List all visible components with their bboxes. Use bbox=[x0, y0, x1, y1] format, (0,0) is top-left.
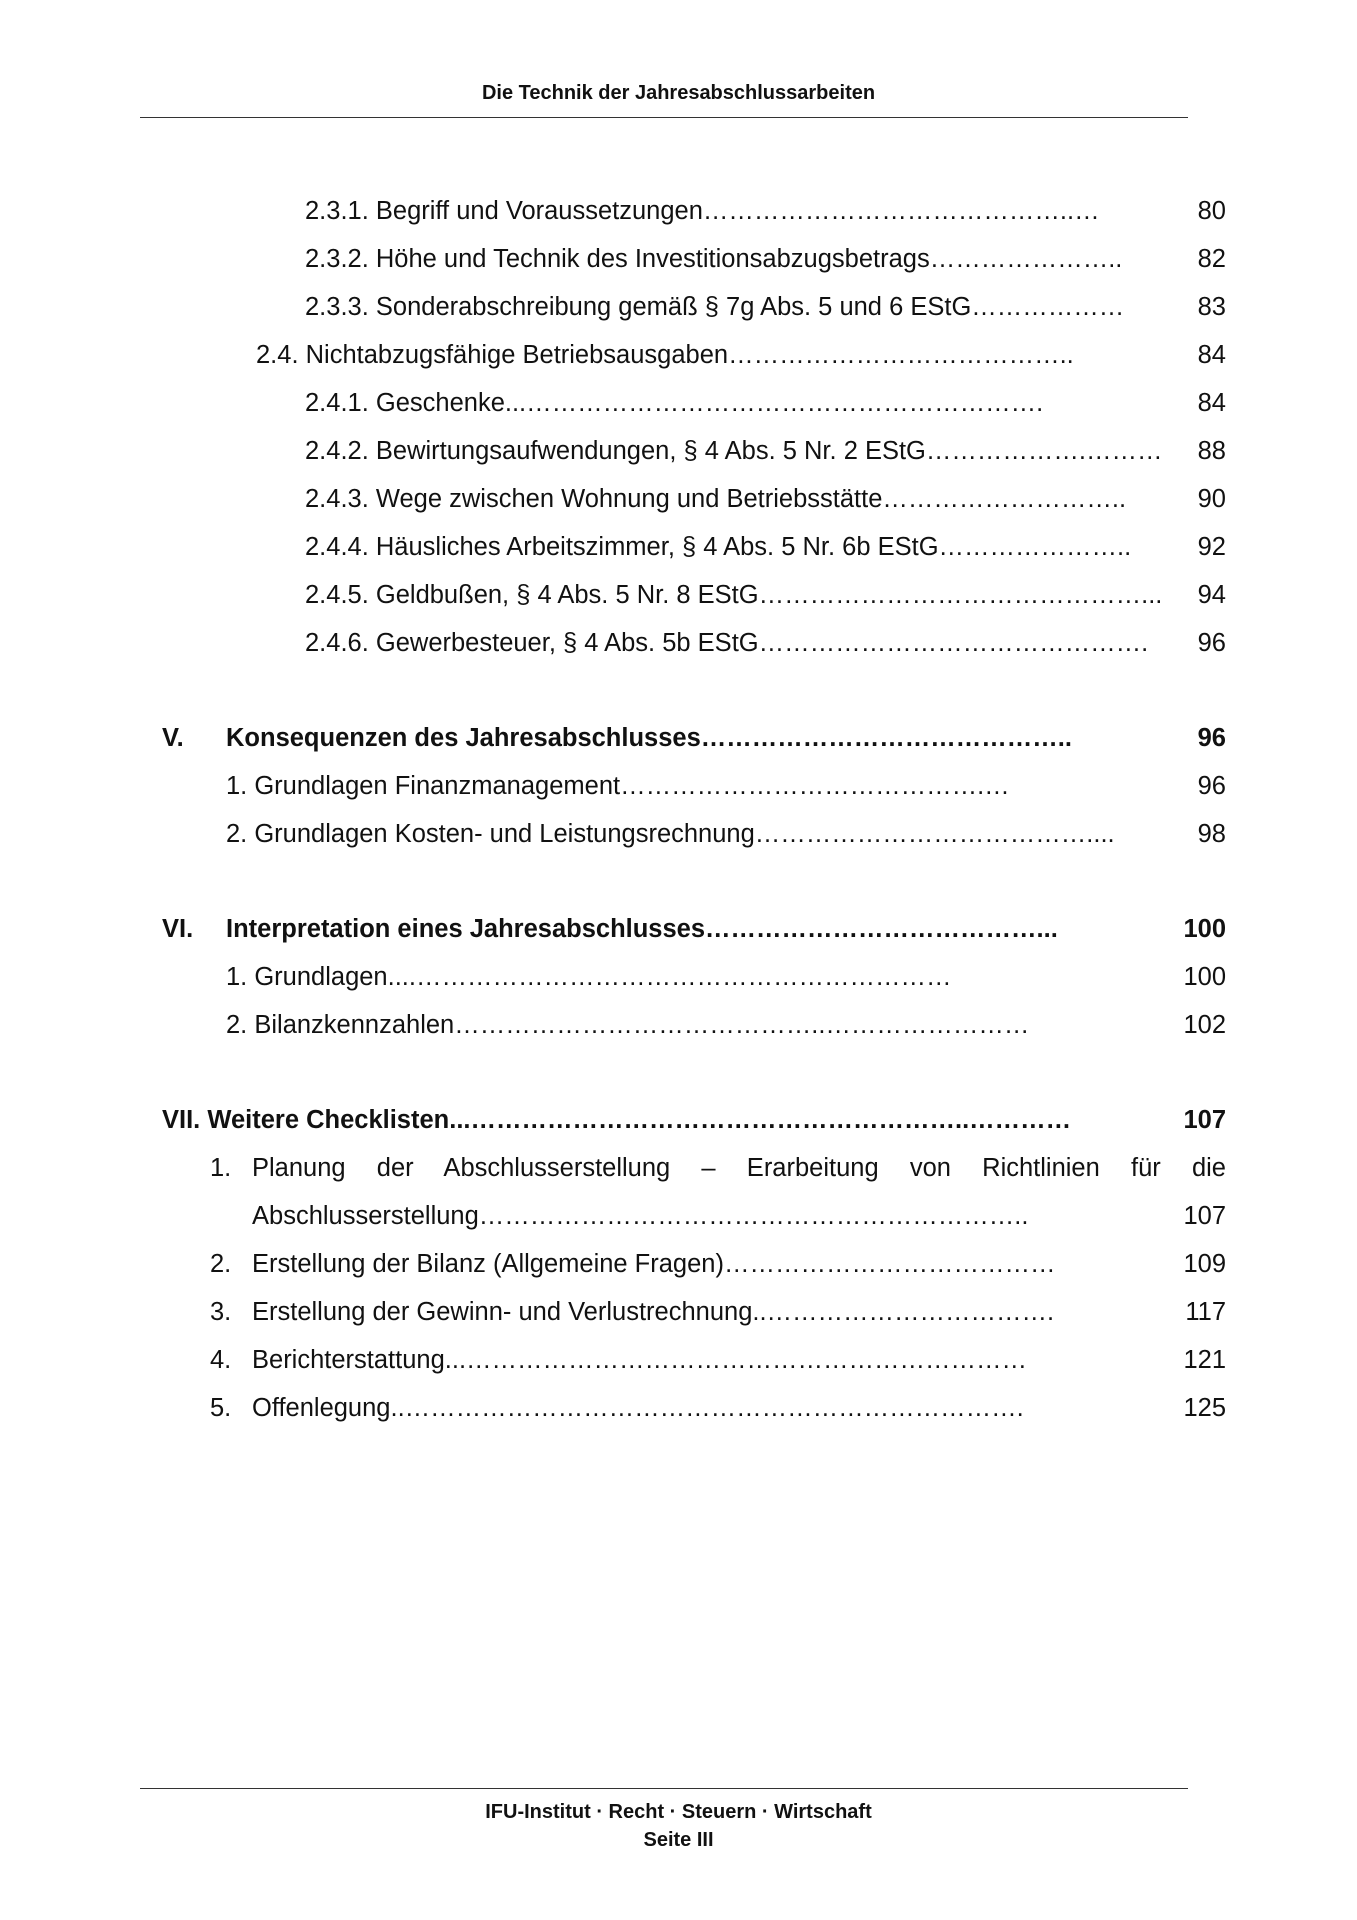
toc-entry-title: 2.4.3. Wege zwischen Wohnung und Betriebsstätte bbox=[305, 485, 883, 513]
toc-leader: ..………………………………………………………………. bbox=[390, 1394, 1024, 1422]
toc-entry-title: Berichterstattung bbox=[252, 1346, 445, 1374]
toc-page-number: 100 bbox=[1183, 963, 1226, 991]
toc-page-number: 90 bbox=[1197, 485, 1226, 513]
toc-leader: ....……………………………………………………… bbox=[387, 963, 952, 991]
toc-leader: ...…………………………………………………..………… bbox=[449, 1106, 1072, 1134]
toc-entry-vii-3[interactable] bbox=[252, 1295, 1226, 1329]
toc-leader: ...………………………………………………………… bbox=[444, 1346, 1028, 1374]
list-number-1: 1. bbox=[210, 1154, 232, 1182]
toc-entry-vii-1-line1[interactable]: Planung der Abschlusserstellung – Erarbeitung von Richtlinien für die bbox=[252, 1154, 1226, 1182]
toc-entry-title: 2.3.1. Begriff und Voraussetzungen bbox=[305, 197, 703, 225]
toc-entry-v-2[interactable] bbox=[226, 817, 1226, 851]
toc-leader: ………………………………………... bbox=[758, 581, 1163, 609]
toc-entry-2-4-1[interactable] bbox=[305, 386, 1226, 420]
toc-section-vi[interactable] bbox=[226, 912, 1226, 946]
toc-leader: ……………………………………………………….. bbox=[478, 1202, 1029, 1230]
toc-page-number: 96 bbox=[1197, 629, 1226, 657]
list-number-2: 2. bbox=[210, 1250, 232, 1278]
toc-page-number: 117 bbox=[1185, 1298, 1226, 1326]
toc-entry-2-4-5[interactable] bbox=[305, 578, 1226, 612]
running-header: Die Technik der Jahresabschlussarbeiten bbox=[481, 82, 876, 104]
toc-entry-2-3-1[interactable] bbox=[305, 194, 1226, 228]
toc-page-number: 96 bbox=[1197, 772, 1226, 800]
toc-entry-title: 2.4.6. Gewerbesteuer, § 4 Abs. 5b EStG bbox=[305, 629, 759, 657]
toc-entry-title: 2.4.2. Bewirtungsaufwendungen, § 4 Abs. 5 Nr. 2 EStG bbox=[305, 437, 926, 465]
toc-page-number: 83 bbox=[1197, 293, 1226, 321]
toc-page-number: 92 bbox=[1197, 533, 1226, 561]
toc-entry-title: 2. Grundlagen Kosten- und Leistungsrechnung bbox=[226, 820, 755, 848]
toc-section-vii[interactable] bbox=[162, 1103, 1226, 1137]
toc-leader: ………………………………….. bbox=[728, 341, 1074, 369]
toc-page-number: 82 bbox=[1197, 245, 1226, 273]
toc-leader: ……………………………………..… bbox=[702, 197, 1100, 225]
toc-section-title: VII. Weitere Checklisten bbox=[162, 1106, 450, 1134]
toc-leader: ……………….……… bbox=[925, 437, 1163, 465]
toc-leader: ……………………………………..…………………… bbox=[454, 1011, 1030, 1039]
toc-page-number: 125 bbox=[1183, 1394, 1226, 1422]
toc-section-title: Interpretation eines Jahresabschlusses bbox=[226, 915, 706, 943]
toc-entry-2-4-6[interactable] bbox=[305, 626, 1226, 660]
toc-entry-vi-2[interactable] bbox=[226, 1008, 1226, 1042]
toc-entry-2-4-4[interactable] bbox=[305, 530, 1226, 564]
toc-page-number: 88 bbox=[1197, 437, 1226, 465]
toc-entry-title: 1. Grundlagen bbox=[226, 963, 388, 991]
footer-institute: IFU-Institut · Recht · Steuern · Wirtschaft bbox=[485, 1801, 872, 1823]
toc-page-number: 107 bbox=[1183, 1106, 1226, 1134]
toc-page-number: 84 bbox=[1197, 389, 1226, 417]
toc-page-number: 102 bbox=[1183, 1011, 1226, 1039]
toc-entry-vii-2[interactable] bbox=[252, 1247, 1226, 1281]
toc-leader: ..……………………………. bbox=[752, 1298, 1055, 1326]
toc-entry-vii-4[interactable] bbox=[252, 1343, 1226, 1377]
section-number-v: V. bbox=[162, 724, 184, 752]
toc-entry-title: 2.4.4. Häusliches Arbeitszimmer, § 4 Abs. 5 Nr. 6b EStG bbox=[305, 533, 939, 561]
toc-page-number: 107 bbox=[1183, 1202, 1226, 1230]
toc-leader: ………………………………… bbox=[723, 1250, 1056, 1278]
toc-page-number: 94 bbox=[1197, 581, 1226, 609]
toc-entry-vii-1[interactable] bbox=[252, 1199, 1226, 1233]
toc-leader: …………………………………….… bbox=[620, 772, 1010, 800]
toc-entry-title: Erstellung der Bilanz (Allgemeine Fragen) bbox=[252, 1250, 724, 1278]
toc-entry-title: 2.3.3. Sonderabschreibung gemäß § 7g Abs. 5 und 6 EStG bbox=[305, 293, 972, 321]
toc-entry-title: 2. Bilanzkennzahlen bbox=[226, 1011, 455, 1039]
list-number-3: 3. bbox=[210, 1298, 232, 1326]
toc-entry-title: 2.4.1. Geschenke bbox=[305, 389, 505, 417]
toc-leader: ………………….. bbox=[929, 245, 1123, 273]
toc-entry-vii-5[interactable] bbox=[252, 1391, 1226, 1425]
toc-entry-title: 2.3.2. Höhe und Technik des Investitionsabzugsbetrags bbox=[305, 245, 930, 273]
toc-leader: …………………………………….. bbox=[700, 724, 1072, 752]
toc-section-title: Konsequenzen des Jahresabschlusses bbox=[226, 724, 701, 752]
list-number-5: 5. bbox=[210, 1394, 232, 1422]
toc-leader: ………………….. bbox=[938, 533, 1132, 561]
toc-entry-title: 2.4.5. Geldbußen, § 4 Abs. 5 Nr. 8 EStG bbox=[305, 581, 759, 609]
toc-entry-vi-1[interactable] bbox=[226, 960, 1226, 994]
toc-entry-v-1[interactable] bbox=[226, 769, 1226, 803]
footer-page-label: Seite III bbox=[643, 1829, 714, 1851]
toc-entry-2-4-3[interactable] bbox=[305, 482, 1226, 516]
toc-leader: ...……………………………………………………. bbox=[504, 389, 1044, 417]
list-number-4: 4. bbox=[210, 1346, 232, 1374]
toc-entry-title: Erstellung der Gewinn- und Verlustrechnung bbox=[252, 1298, 753, 1326]
toc-page-number: 121 bbox=[1183, 1346, 1226, 1374]
toc-entry-title: 2.4. Nichtabzugsfähige Betriebsausgaben bbox=[256, 341, 729, 369]
toc-entry-2-4[interactable] bbox=[256, 338, 1226, 372]
toc-entry-2-3-2[interactable] bbox=[305, 242, 1226, 276]
toc-page-number: 96 bbox=[1197, 724, 1226, 752]
toc-page-number: 100 bbox=[1183, 915, 1226, 943]
toc-leader: ……………………….. bbox=[882, 485, 1127, 513]
toc-leader: ………………………………………. bbox=[758, 629, 1149, 657]
toc-page-number: 80 bbox=[1197, 197, 1226, 225]
toc-page-number: 84 bbox=[1197, 341, 1226, 369]
toc-page-number: 98 bbox=[1197, 820, 1226, 848]
toc-leader: ……………… bbox=[971, 293, 1125, 321]
toc-entry-2-3-3[interactable] bbox=[305, 290, 1226, 324]
toc-entry-title: 1. Grundlagen Finanzmanagement bbox=[226, 772, 621, 800]
toc-entry-title: Offenlegung bbox=[252, 1394, 391, 1422]
footer-rule bbox=[140, 1788, 1188, 1789]
toc-entry-2-4-2[interactable] bbox=[305, 434, 1226, 468]
toc-entry-title: Abschlusserstellung bbox=[252, 1202, 479, 1230]
section-number-vi: VI. bbox=[162, 915, 194, 943]
toc-section-v[interactable] bbox=[226, 721, 1226, 755]
toc-page-number: 109 bbox=[1183, 1250, 1226, 1278]
toc-leader: ………………………………….... bbox=[754, 820, 1115, 848]
toc-leader: …………………………………... bbox=[705, 915, 1058, 943]
